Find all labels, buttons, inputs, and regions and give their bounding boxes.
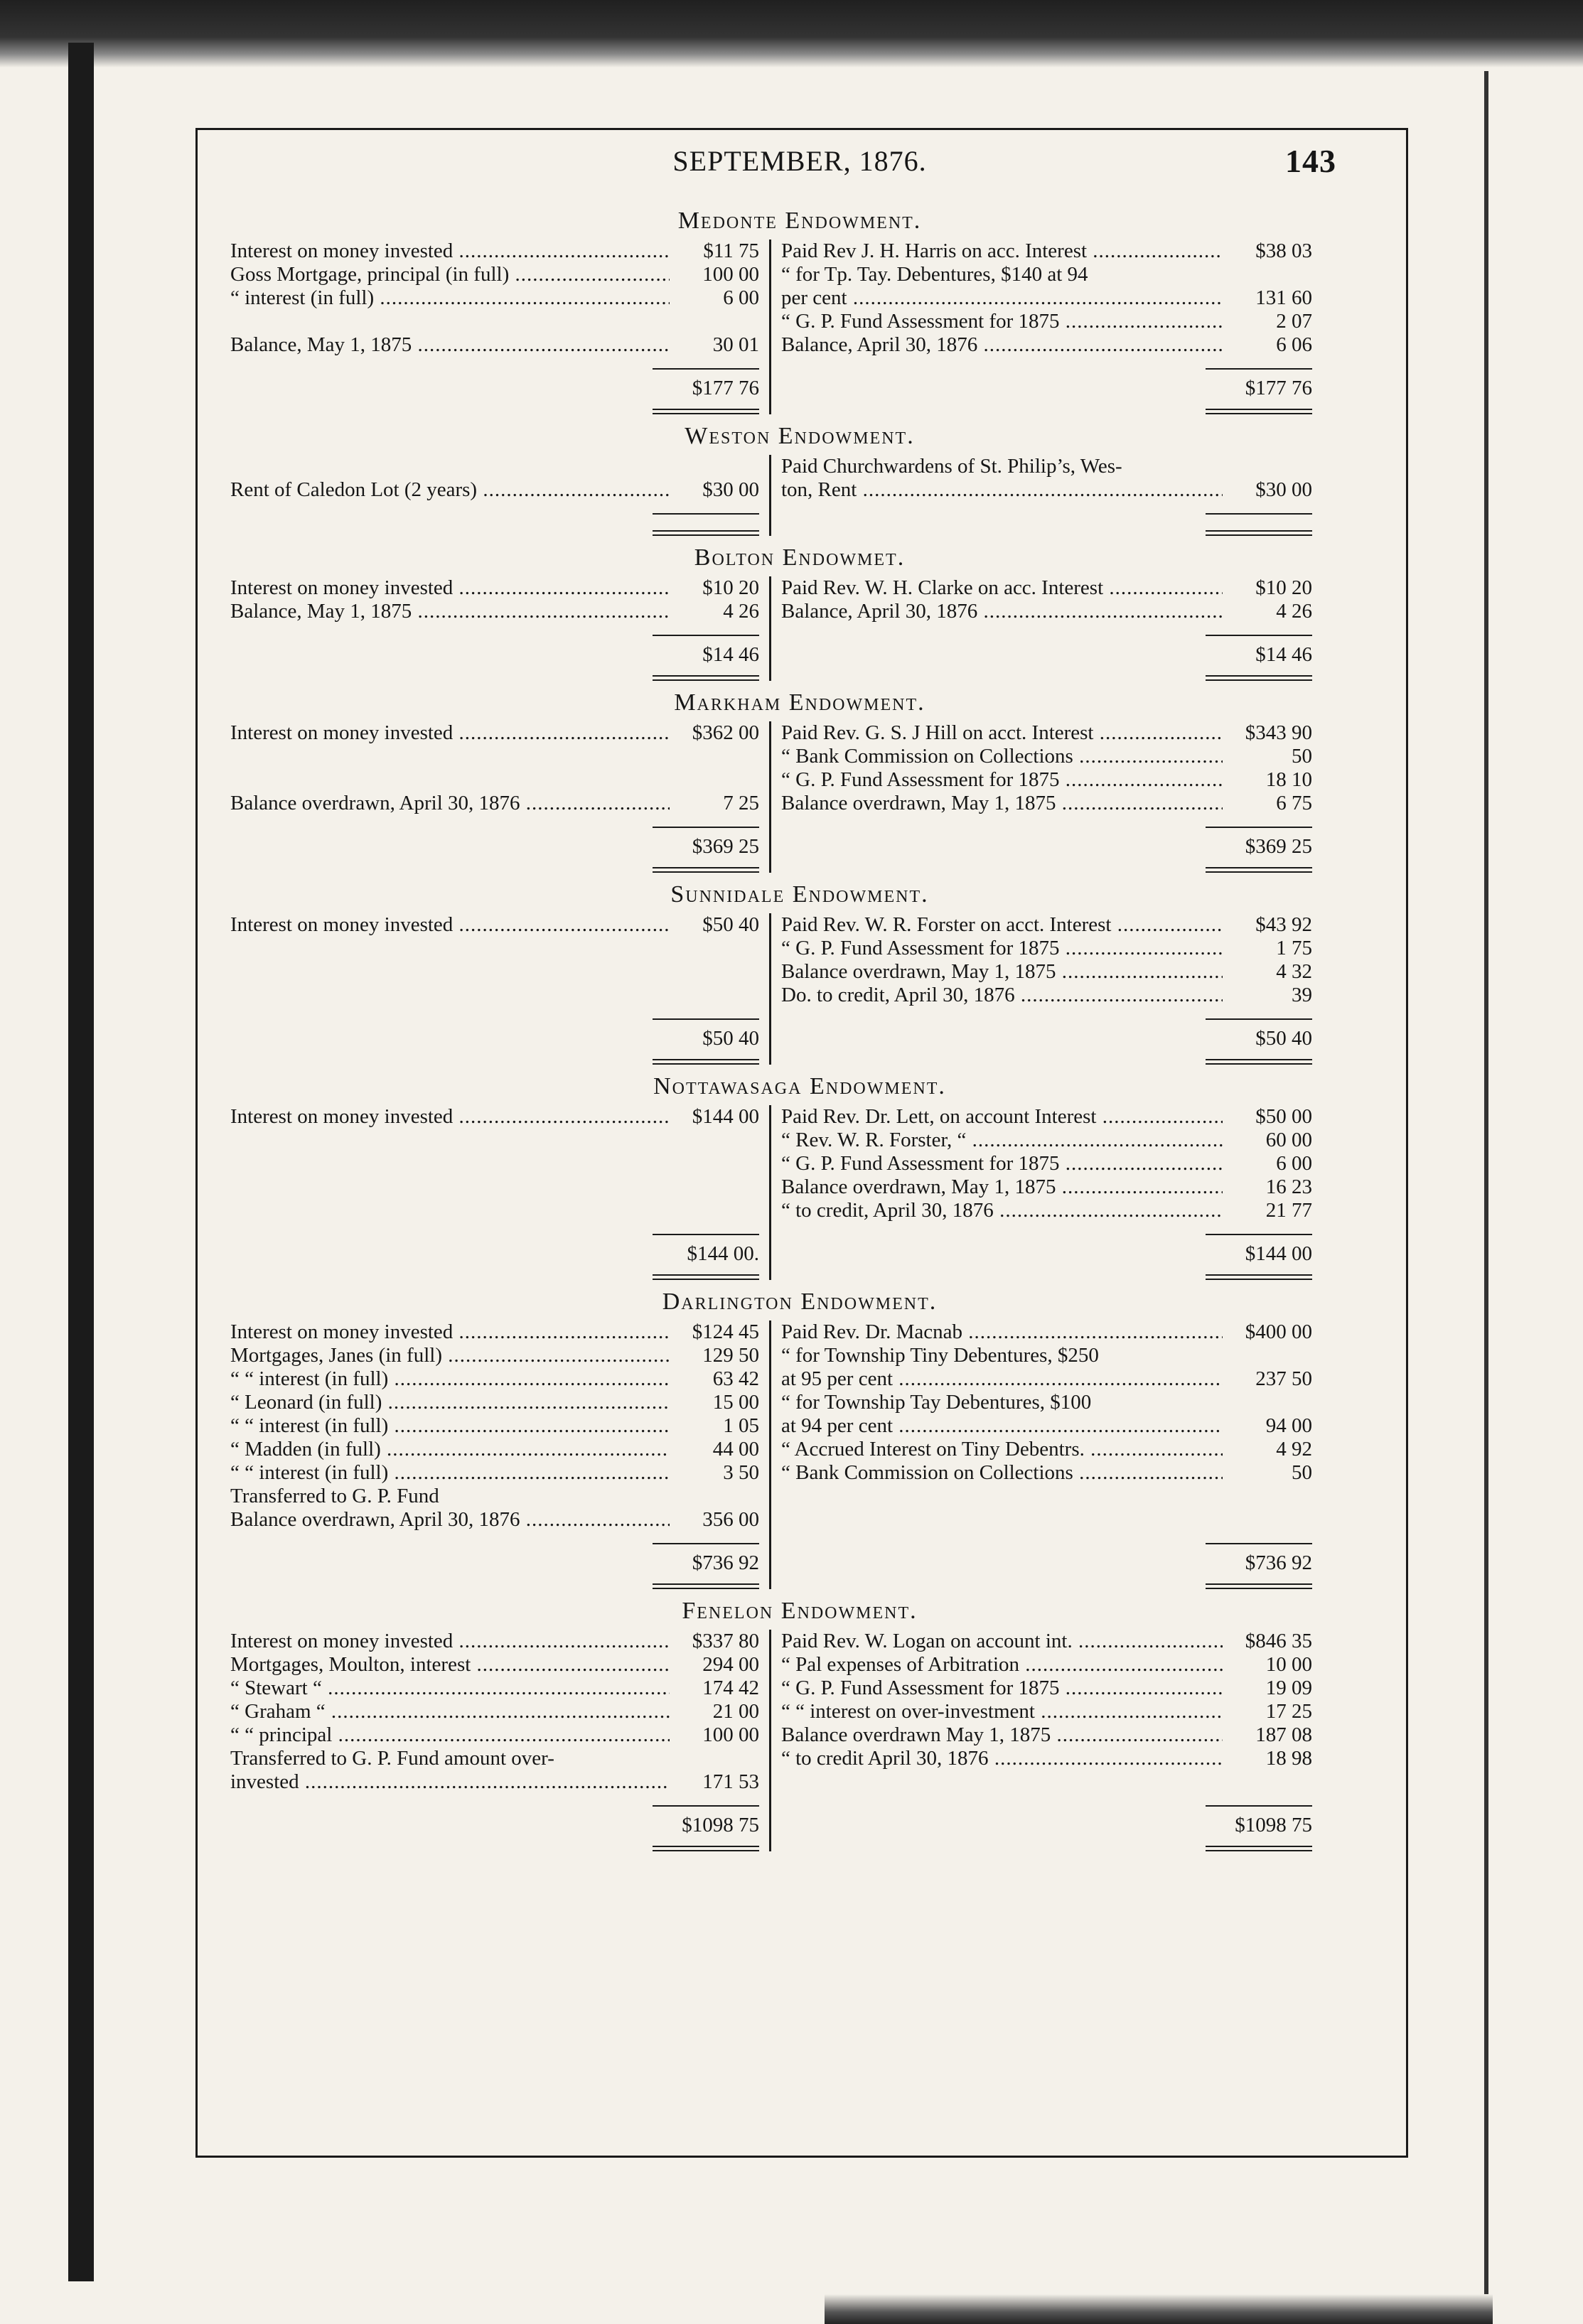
ledger-entry [230,1438,759,1461]
entry-amount: $400 00 [1245,1320,1312,1343]
total-row [230,1018,759,1050]
ledger-entry [781,1367,1312,1391]
section-title: Weston Endowment. [685,423,915,449]
entry-description: ton, Rent ..... [781,478,1223,502]
double-rule [1206,530,1312,536]
entry-amount: 129 50 [702,1344,759,1367]
entry-description: “ Graham “ ..... [230,1700,670,1723]
total-row [230,1234,759,1266]
entry-description: Interest on money invested ..... [230,1630,670,1653]
entry-amount: 100 00 [702,1723,759,1746]
payments-total: $369 25 [1206,827,1312,859]
ledger-entry [781,310,1312,333]
ledger-entry [781,455,1312,478]
ledger-entry [230,960,759,984]
payments-column [771,1105,1322,1280]
entry-amount: 6 06 [1276,333,1312,356]
ledger-entry [230,310,759,333]
entry-description: Paid Churchwardens of St. Philip’s, Wes- [781,455,1122,478]
entry-amount: 6 00 [1276,1152,1312,1175]
entry-description: “ Bank Commission on Collections ..... [781,745,1223,768]
entry-amount: 18 10 [1265,768,1312,791]
account-table [220,721,1386,873]
double-rule [653,1059,759,1065]
total-row [230,635,759,667]
total-row [230,827,759,859]
ledger-entry [230,1508,759,1532]
payments-column [771,721,1322,873]
ledger-entry [781,1723,1312,1747]
ledger-entry [230,984,759,1007]
entry-amount: 294 00 [702,1653,759,1676]
entry-amount: 356 00 [702,1508,759,1531]
section-title: Nottawasaga Endowment. [653,1073,946,1099]
ledger-entry [781,984,1312,1007]
entry-description: “ G. P. Fund Assessment for 1875 ..... [781,1152,1223,1176]
ledger-entry [230,1700,759,1723]
entry-amount: $10 20 [702,576,759,599]
entry-description: “ G. P. Fund Assessment for 1875 ..... [781,310,1223,333]
entry-description: at 95 per cent ..... [781,1367,1223,1391]
ledger-entry [230,1367,759,1391]
total-row [781,1805,1312,1837]
entry-description: Balance overdrawn, May 1, 1875 ..... [781,792,1223,815]
ledger-entry [230,1105,759,1129]
running-header [213,143,1386,199]
entry-description: “ “ interest (in full) ..... [230,1367,670,1391]
entry-description: “ for Township Tay Debentures, $100 [781,1391,1092,1414]
account-table [220,455,1386,536]
entry-description: Do. to credit, April 30, 1876 ..... [781,984,1223,1007]
account-table [220,576,1386,681]
receipts-total: $50 40 [653,1018,759,1050]
ledger-entry [230,913,759,937]
total-row [781,827,1312,859]
endowment-section [213,424,1386,536]
entry-description: invested ..... [230,1770,670,1794]
entry-amount: 17 25 [1265,1700,1312,1723]
ledger-entry [781,1344,1312,1367]
entry-description: Balance, April 30, 1876 ..... [781,600,1223,623]
ledger-entry [781,1747,1312,1770]
payments-column [771,1320,1322,1589]
entry-amount: 10 00 [1265,1653,1312,1676]
ledger-entry [781,1414,1312,1438]
ledger-entry [781,576,1312,600]
ledger-entry [230,1199,759,1222]
ledger-entry [781,937,1312,960]
receipts-column [220,1630,771,1851]
ledger-entry [230,1344,759,1367]
ledger-entry [230,1461,759,1485]
ledger-entry [781,1770,1312,1794]
account-table [220,240,1386,414]
entry-amount: 21 00 [712,1700,759,1723]
ledger-entry [230,1747,759,1770]
account-table [220,1320,1386,1589]
scan-right-edge [1484,71,1488,2303]
entry-description: Balance overdrawn, April 30, 1876 ..... [230,1508,670,1532]
ledger-entry [230,1723,759,1747]
payments-column [771,913,1322,1065]
double-rule [1206,867,1312,873]
payments-total: $14 46 [1206,635,1312,667]
scan-top-edge [0,0,1583,68]
payments-column [771,576,1322,681]
entry-description: Interest on money invested ..... [230,1320,670,1344]
double-rule [1206,675,1312,681]
entry-amount: 39 [1292,984,1312,1006]
double-rule [1206,409,1312,414]
entry-description: Rent of Caledon Lot (2 years) ..... [230,478,670,502]
double-rule [1206,1059,1312,1065]
ledger-entry [781,1508,1312,1532]
ledger-entry [230,1630,759,1653]
account-table [220,1630,1386,1851]
ledger-entry [230,1176,759,1199]
entry-description: “ to credit April 30, 1876 ..... [781,1747,1223,1770]
payments-total: $50 40 [1206,1018,1312,1050]
ledger-entry [781,1129,1312,1152]
entry-amount: 4 26 [1276,600,1312,623]
ledger-entry [781,792,1312,815]
ledger-entry [230,478,759,502]
entry-description: Paid Rev. W. H. Clarke on acc. Interest ..... [781,576,1223,600]
entry-description: “ “ principal ..... [230,1723,670,1747]
entry-description: “ Stewart “ ..... [230,1677,670,1700]
entry-description: “ for Township Tiny Debentures, $250 [781,1344,1099,1367]
receipts-column [220,1105,771,1280]
ledger-entry [230,455,759,478]
entry-amount: 30 01 [712,333,759,356]
ledger-entry [781,333,1312,357]
total-row [230,1543,759,1575]
page-number: 143 [1285,143,1336,179]
ledger-entry [781,1653,1312,1677]
receipts-total: $14 46 [653,635,759,667]
double-rule [653,1846,759,1851]
ledger-entry [230,263,759,286]
entry-amount: $362 00 [692,721,759,744]
payments-column [771,240,1322,414]
entry-description: Balance overdrawn, May 1, 1875 ..... [781,1176,1223,1199]
payments-total: $177 76 [1206,368,1312,400]
double-rule [1206,1583,1312,1589]
receipts-column [220,576,771,681]
entry-description: Interest on money invested ..... [230,240,670,263]
entry-amount: $50 00 [1255,1105,1312,1128]
double-rule [1206,1846,1312,1851]
ledger-entry [230,721,759,745]
entry-amount: 44 00 [712,1438,759,1460]
entry-amount: $846 35 [1245,1630,1312,1652]
ledger-entry [230,1391,759,1414]
double-rule [653,1583,759,1589]
ledger-entry [781,721,1312,745]
entry-description: “ “ interest (in full) ..... [230,1461,670,1485]
entry-description: “ Accrued Interest on Tiny Debentrs. ..... [781,1438,1223,1461]
ledger-entry [781,286,1312,310]
ledger-entry [781,1630,1312,1653]
ledger-entry [781,600,1312,623]
ledger-entry [781,1461,1312,1485]
receipts-total: $144 00. [653,1234,759,1266]
entry-description: Balance, April 30, 1876 ..... [781,333,1223,357]
entry-description: “ interest (in full) ..... [230,286,670,310]
entry-description: “ to credit, April 30, 1876 ..... [781,1199,1223,1222]
account-table [220,913,1386,1065]
ledger-entry [781,1677,1312,1700]
entry-description: “ Pal expenses of Arbitration ..... [781,1653,1223,1677]
entry-description: Transferred to G. P. Fund [230,1485,439,1507]
entry-amount: 16 23 [1265,1176,1312,1198]
ledger-entry [230,1653,759,1677]
page-title: SEPTEMBER, 1876. [672,145,927,177]
entry-amount: $38 03 [1255,240,1312,262]
endowment-section [213,691,1386,873]
total-row [230,368,759,400]
entry-amount: $337 80 [692,1630,759,1652]
entry-amount: 19 09 [1265,1677,1312,1699]
entry-description: Interest on money invested ..... [230,1105,670,1129]
entry-amount: $30 00 [1255,478,1312,501]
ledger-entry [230,1129,759,1152]
receipts-column [220,721,771,873]
payments-total [1206,513,1312,522]
entry-amount: 15 00 [712,1391,759,1414]
section-title: Fenelon Endowment. [682,1598,918,1624]
entry-amount: 6 00 [723,286,759,309]
ledger-entry [230,937,759,960]
ledger-entry [781,745,1312,768]
ledger-entry [781,913,1312,937]
ledger-entry [230,1677,759,1700]
entry-description: “ G. P. Fund Assessment for 1875 ..... [781,937,1223,960]
receipts-total: $177 76 [653,368,759,400]
double-rule [653,1274,759,1280]
ledger-entry [781,1199,1312,1222]
entry-description: Balance, May 1, 1875 ..... [230,333,670,357]
entry-amount: 21 77 [1265,1199,1312,1222]
ledger-entry [230,1320,759,1344]
ledger-entry [781,768,1312,792]
entry-description: Interest on money invested ..... [230,913,670,937]
entry-description: “ G. P. Fund Assessment for 1875 ..... [781,1677,1223,1700]
double-rule [653,409,759,414]
section-title: Medonte Endowment. [677,208,922,234]
entry-amount: 3 50 [723,1461,759,1484]
account-table [220,1105,1386,1280]
entry-amount: 100 00 [702,263,759,286]
double-rule [653,675,759,681]
entry-description: Paid Rev J. H. Harris on acc. Interest ..... [781,240,1223,263]
receipts-column [220,455,771,536]
endowment-section [213,546,1386,681]
entry-amount: $43 92 [1255,913,1312,936]
entry-description: per cent ..... [781,286,1223,310]
total-row [781,1543,1312,1575]
ledger-entry [230,1152,759,1176]
entry-description: Transferred to G. P. Fund amount over- [230,1747,554,1770]
receipts-total [653,513,759,522]
ledger-entry [230,792,759,815]
entry-amount: $10 20 [1255,576,1312,599]
total-row [781,1234,1312,1266]
entry-description: “ Madden (in full) ..... [230,1438,670,1461]
ledger-entry [781,1152,1312,1176]
entry-description: “ Bank Commission on Collections ..... [781,1461,1223,1485]
section-title: Sunnidale Endowment. [670,881,929,908]
entry-amount: 174 42 [702,1677,759,1699]
endowment-section [213,1075,1386,1280]
payments-column [771,455,1322,536]
entry-amount: 4 92 [1276,1438,1312,1460]
ledger-entry [781,263,1312,286]
entry-amount: $30 00 [702,478,759,501]
entry-description: “ G. P. Fund Assessment for 1875 ..... [781,768,1223,792]
entry-amount: $50 40 [702,913,759,936]
double-rule [1206,1274,1312,1280]
ledger-entry [230,1770,759,1794]
payments-total: $736 92 [1206,1543,1312,1575]
section-title: Bolton Endowmet. [694,544,906,571]
entry-description: “ “ interest on over-investment ..... [781,1700,1223,1723]
entry-amount: 94 00 [1265,1414,1312,1437]
entry-description: Paid Rev. W. R. Forster on acct. Interest ..... [781,913,1223,937]
entry-amount: 4 26 [723,600,759,623]
ledger-entry [781,1391,1312,1414]
payments-total: $144 00 [1206,1234,1312,1266]
entry-description: Goss Mortgage, principal (in full) ..... [230,263,670,286]
ledger-entry [781,240,1312,263]
receipts-column [220,913,771,1065]
entry-amount: 1 05 [723,1414,759,1437]
entry-amount: 171 53 [702,1770,759,1793]
ledger-entry [230,333,759,357]
ledger-entry [781,1176,1312,1199]
entry-description: “ Rev. W. R. Forster, “ ..... [781,1129,1223,1152]
entry-amount: $144 00 [692,1105,759,1128]
entry-description: “ Leonard (in full) ..... [230,1391,670,1414]
total-row [230,513,759,522]
entry-amount: 131 60 [1255,286,1312,309]
entry-amount: 4 32 [1276,960,1312,983]
entry-amount: 187 08 [1255,1723,1312,1746]
receipts-total: $369 25 [653,827,759,859]
payments-column [771,1630,1322,1851]
endowment-section [213,1290,1386,1589]
ledger-entry [781,1485,1312,1508]
receipts-total: $1098 75 [653,1805,759,1837]
endowment-section [213,883,1386,1065]
entry-description: Balance overdrawn, April 30, 1876 ..... [230,792,670,815]
ledger-entry [230,768,759,792]
entry-amount: 1 75 [1276,937,1312,959]
ledger-entry [230,1485,759,1508]
entry-amount: 2 07 [1276,310,1312,333]
entry-description: Mortgages, Janes (in full) ..... [230,1344,670,1367]
entry-amount: 18 98 [1265,1747,1312,1770]
ledger-entry [781,1438,1312,1461]
ledger-entry [781,1320,1312,1344]
entry-description: Balance, May 1, 1875 ..... [230,600,670,623]
ledger-entry [230,745,759,768]
entry-description: Paid Rev. G. S. J Hill on acct. Interest ..... [781,721,1223,745]
payments-total: $1098 75 [1206,1805,1312,1837]
entry-amount: 50 [1292,745,1312,768]
entry-amount: 237 50 [1255,1367,1312,1390]
entry-description: at 94 per cent ..... [781,1414,1223,1438]
total-row [781,513,1312,522]
entry-description: Paid Rev. Dr. Lett, on account Interest ..... [781,1105,1223,1129]
double-rule [653,867,759,873]
scan-bottom-edge [825,2294,1493,2324]
entry-amount: 60 00 [1265,1129,1312,1151]
entry-amount: $11 75 [703,240,759,262]
entry-description: Paid Rev. Dr. Macnab ..... [781,1320,1223,1344]
entry-description: “ for Tp. Tay. Debentures, $140 at 94 [781,263,1088,286]
total-row [781,368,1312,400]
scan-binding-edge [68,43,94,2281]
entry-description: Paid Rev. W. Logan on account int. ..... [781,1630,1223,1653]
entry-description: Mortgages, Moulton, interest ..... [230,1653,670,1677]
total-row [781,1018,1312,1050]
endowment-section [213,1599,1386,1851]
ledger-entry [781,960,1312,984]
receipts-column [220,1320,771,1589]
total-row [230,1805,759,1837]
entry-amount: $343 90 [1245,721,1312,744]
ledger-entry [230,286,759,310]
double-rule [653,530,759,536]
entry-amount: 6 75 [1276,792,1312,814]
entry-amount: 50 [1292,1461,1312,1484]
ledger-entry [230,600,759,623]
entry-description: Balance overdrawn May 1, 1875 ..... [781,1723,1223,1747]
receipts-total: $736 92 [653,1543,759,1575]
section-title: Darlington Endowment. [662,1289,938,1315]
receipts-column [220,240,771,414]
ledger-entry [230,576,759,600]
endowment-section [213,209,1386,414]
ledger-entry [781,1700,1312,1723]
entry-amount: 7 25 [723,792,759,814]
entry-description: “ “ interest (in full) ..... [230,1414,670,1438]
section-title: Markham Endowment. [674,689,925,716]
entry-amount: $124 45 [692,1320,759,1343]
ledger-entry [230,1414,759,1438]
ledger-entry [781,1105,1312,1129]
total-row [781,635,1312,667]
entry-description: Interest on money invested ..... [230,721,670,745]
entry-description: Interest on money invested ..... [230,576,670,600]
entry-description: Balance overdrawn, May 1, 1875 ..... [781,960,1223,984]
entry-amount: 63 42 [712,1367,759,1390]
endowment-accounts [213,209,1386,1851]
ledger-page [213,143,1386,1851]
ledger-entry [781,478,1312,502]
ledger-entry [230,240,759,263]
